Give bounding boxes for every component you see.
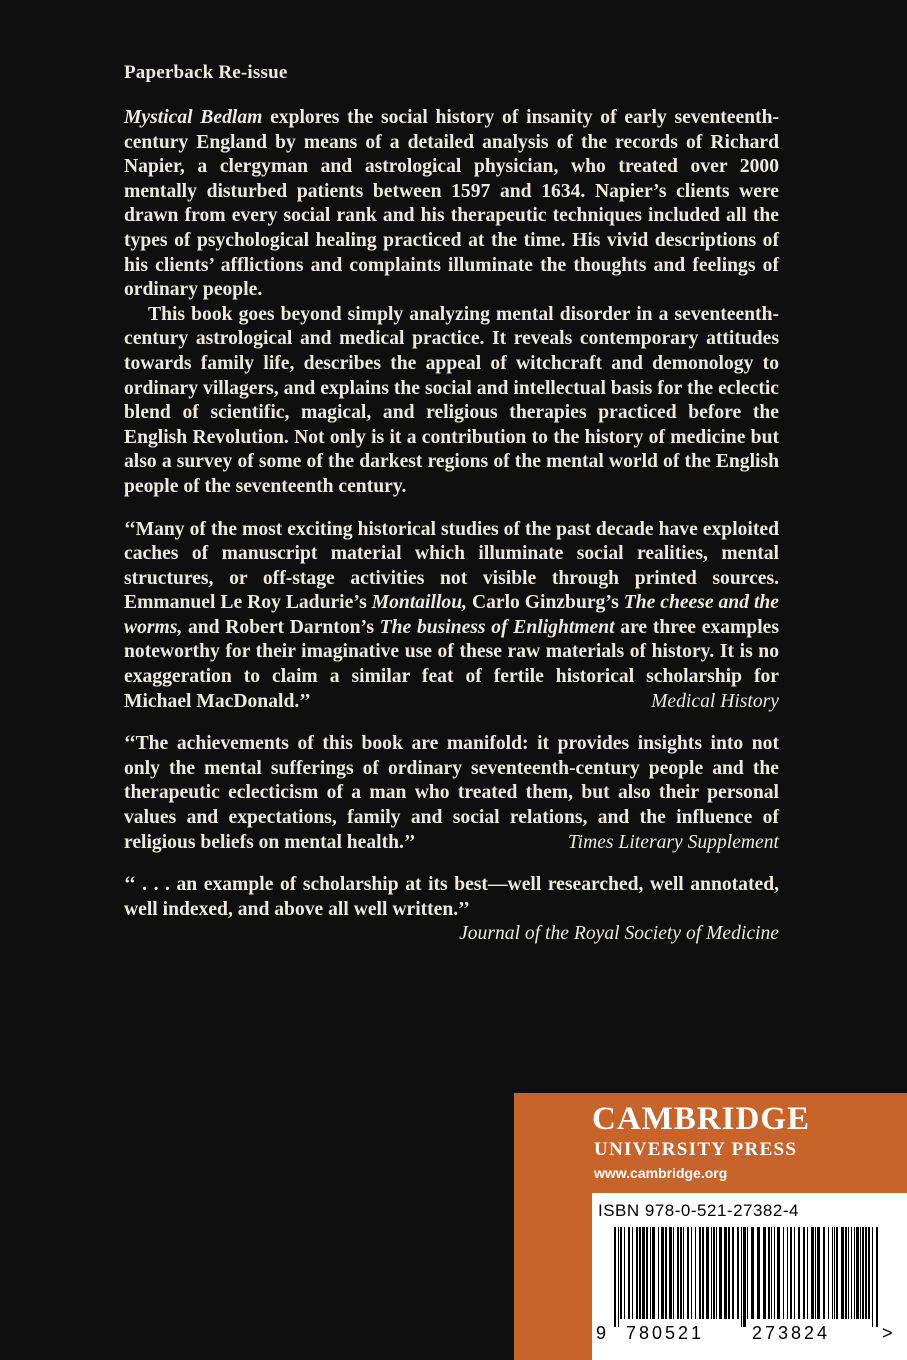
review-quote-2: ‘‘The achievements of this book are manifold: it provides insights into not only the mental sufferings of ordinary seventeenth-century people and the therapeutic eclecticism of a man who treated them, but also their personal values and expectations, family and social relations, and the influence of religious beliefs on mental health.’’ [124, 733, 779, 853]
review-source-2: Times Literary Supplement [567, 831, 779, 853]
back-cover-text [124, 62, 779, 947]
description-paragraph-1: Mystical Bedlam explores the social history of insanity of early seventeenth-century England by means of a detailed analysis of the records of Richard Napier, a clergyman and astrological physician, who treated over 2000 mentally disturbed patients between 1597 and 1634. Napier’s clients were drawn from every social rank and his therapeutic techniques included all the types of psychological healing practiced at the time. His vivid descriptions of his clients’ afflictions and complaints illuminate the thoughts and feelings of ordinary people. [124, 107, 779, 301]
publisher-url: www.cambridge.org [594, 1165, 728, 1181]
isbn-text: ISBN 978-0-521-27382-4 [598, 1201, 799, 1220]
barcode-digit-lead: 9 [596, 1323, 607, 1343]
publisher-block [514, 1093, 907, 1360]
book-title: Mystical Bedlam [124, 107, 263, 128]
edition-label: Paperback Re-issue [124, 62, 288, 83]
barcode-digits-left: 780521 [626, 1323, 705, 1343]
review-source-1: Medical History [651, 690, 779, 712]
barcode-box [592, 1193, 907, 1360]
barcode-digits-right: 273824 [752, 1323, 831, 1343]
publisher-name: CAMBRIDGE [592, 1101, 811, 1137]
review-quote-3: ‘‘ . . . an example of scholarship at its best—well researched, well annotated, well indexed, and above all well written.’’ [124, 874, 779, 920]
review-source-3: Journal of the Royal Society of Medicine [459, 923, 779, 945]
barcode-icon [606, 1227, 896, 1327]
review-quote-1: ‘‘Many of the most exciting historical studies of the past decade have exploited caches of manuscript material which illuminate social realities, mental structures, or off-stage activities not visible through printed sources. Emmanuel Le Roy Ladurie’s Montaillou, Carlo Ginzburg’s The cheese and the worms, and Robert Darnton’s The business of Enlightment are three examples noteworthy for their imaginative use of these raw materials of history. It is no exaggeration to claim a similar feat of fertile historical scholarship for Michael MacDonald.’’ [124, 518, 779, 712]
publisher-press: UNIVERSITY PRESS [594, 1139, 798, 1160]
description-paragraph-2: This book goes beyond simply analyzing mental disorder in a seventeenth-century astrological and medical practice. It reveals contemporary attitudes towards family life, describes the appeal of witchcraft and demonology to ordinary villagers, and explains the social and intellectual basis for the eclectic blend of scientific, magical, and religious therapies practiced before the English Revolution. Not only is it a contribution to the history of medicine but also a survey of some of the darkest regions of the mental world of the English people of the seventeenth century. [124, 303, 779, 497]
barcode-arrow: > [882, 1323, 893, 1343]
